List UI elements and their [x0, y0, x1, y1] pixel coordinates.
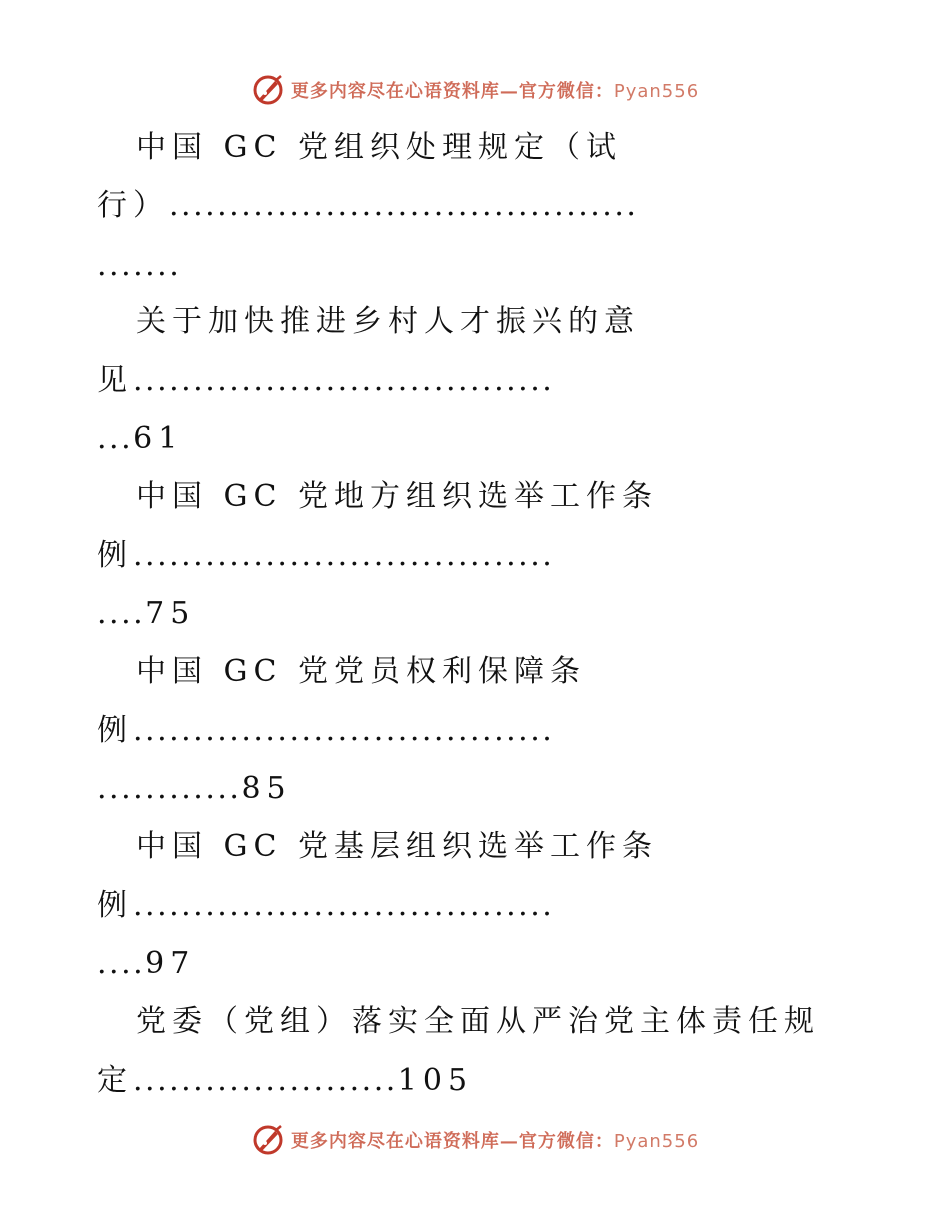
- toc-entry-title: 中国 GC 党组织处理规定（试: [136, 130, 622, 165]
- banner-slogan: 更多内容尽在心语资料库: [290, 81, 500, 102]
- toc-leader-dots: ...................................: [133, 713, 555, 748]
- toc-entry-cont-text: 定: [97, 1063, 133, 1098]
- toc-leader-dots: ...: [97, 421, 134, 456]
- banner-wechat-label: 官方微信：: [518, 81, 614, 102]
- banner-wechat-id: Pyan556: [613, 1131, 700, 1152]
- toc-entry-cont-text: 例: [97, 888, 133, 923]
- toc-entry-cont-text: 例: [97, 538, 133, 573]
- toc-entry-title: 中国 GC 党基层组织选举工作条: [136, 829, 658, 864]
- toc-leader-dots: ............: [97, 771, 242, 806]
- toc-leader-dots: .......................................: [169, 188, 639, 223]
- toc-leader-dots: ......................: [133, 1063, 398, 1098]
- banner-dash: —: [499, 81, 519, 102]
- toc-entry-continuation: [97, 1061, 473, 1101]
- toc-page-number: 61: [133, 421, 184, 456]
- toc-entry-page-line: [97, 594, 195, 634]
- toc-leader-dots: .......: [97, 248, 182, 283]
- toc-leader-dots: ...................................: [133, 363, 555, 398]
- toc-leader-dots: ...................................: [133, 888, 555, 923]
- banner-wechat-label: 官方微信：: [518, 1131, 614, 1152]
- toc-page-number: 97: [145, 946, 196, 981]
- footer-banner: [0, 1120, 950, 1160]
- toc-entry-continuation: [97, 711, 554, 751]
- toc-leader-dots: ....: [97, 596, 146, 631]
- toc-entry-cont-text: 见: [97, 363, 133, 398]
- toc-entry-cont-text: 例: [97, 713, 133, 748]
- toc-entry-continuation: [97, 536, 554, 576]
- toc-entry-continuation: [97, 186, 638, 226]
- toc-entry-page-line: [97, 246, 181, 286]
- toc-entry-title: 中国 GC 党党员权利保障条: [136, 654, 586, 689]
- toc-entry-title: 中国 GC 党地方组织选举工作条: [136, 479, 658, 514]
- toc-entry-continuation: [97, 886, 554, 926]
- toc-entry-page-line: [97, 419, 183, 459]
- banner-text: [291, 1127, 699, 1153]
- toc-entry-page-line: [97, 769, 292, 809]
- quill-pen-logo-icon: [251, 1123, 285, 1157]
- toc-page-number: 75: [145, 596, 196, 631]
- toc-entry-title: 党委（党组）落实全面从严治党主体责任规: [136, 1004, 820, 1039]
- toc-page-number: 105: [397, 1063, 474, 1098]
- toc-page-number: 85: [241, 771, 292, 806]
- toc-leader-dots: ....: [97, 946, 146, 981]
- toc-entry-page-line: [97, 944, 195, 984]
- banner-slogan: 更多内容尽在心语资料库: [290, 1131, 500, 1152]
- toc-leader-dots: ...................................: [133, 538, 555, 573]
- toc-entry-cont-text: 行）: [97, 188, 169, 223]
- banner-dash: —: [499, 1131, 519, 1152]
- toc-entry-continuation: [97, 361, 554, 401]
- banner-wechat-id: Pyan556: [613, 81, 700, 102]
- toc-entry-title: 关于加快推进乡村人才振兴的意: [136, 304, 640, 339]
